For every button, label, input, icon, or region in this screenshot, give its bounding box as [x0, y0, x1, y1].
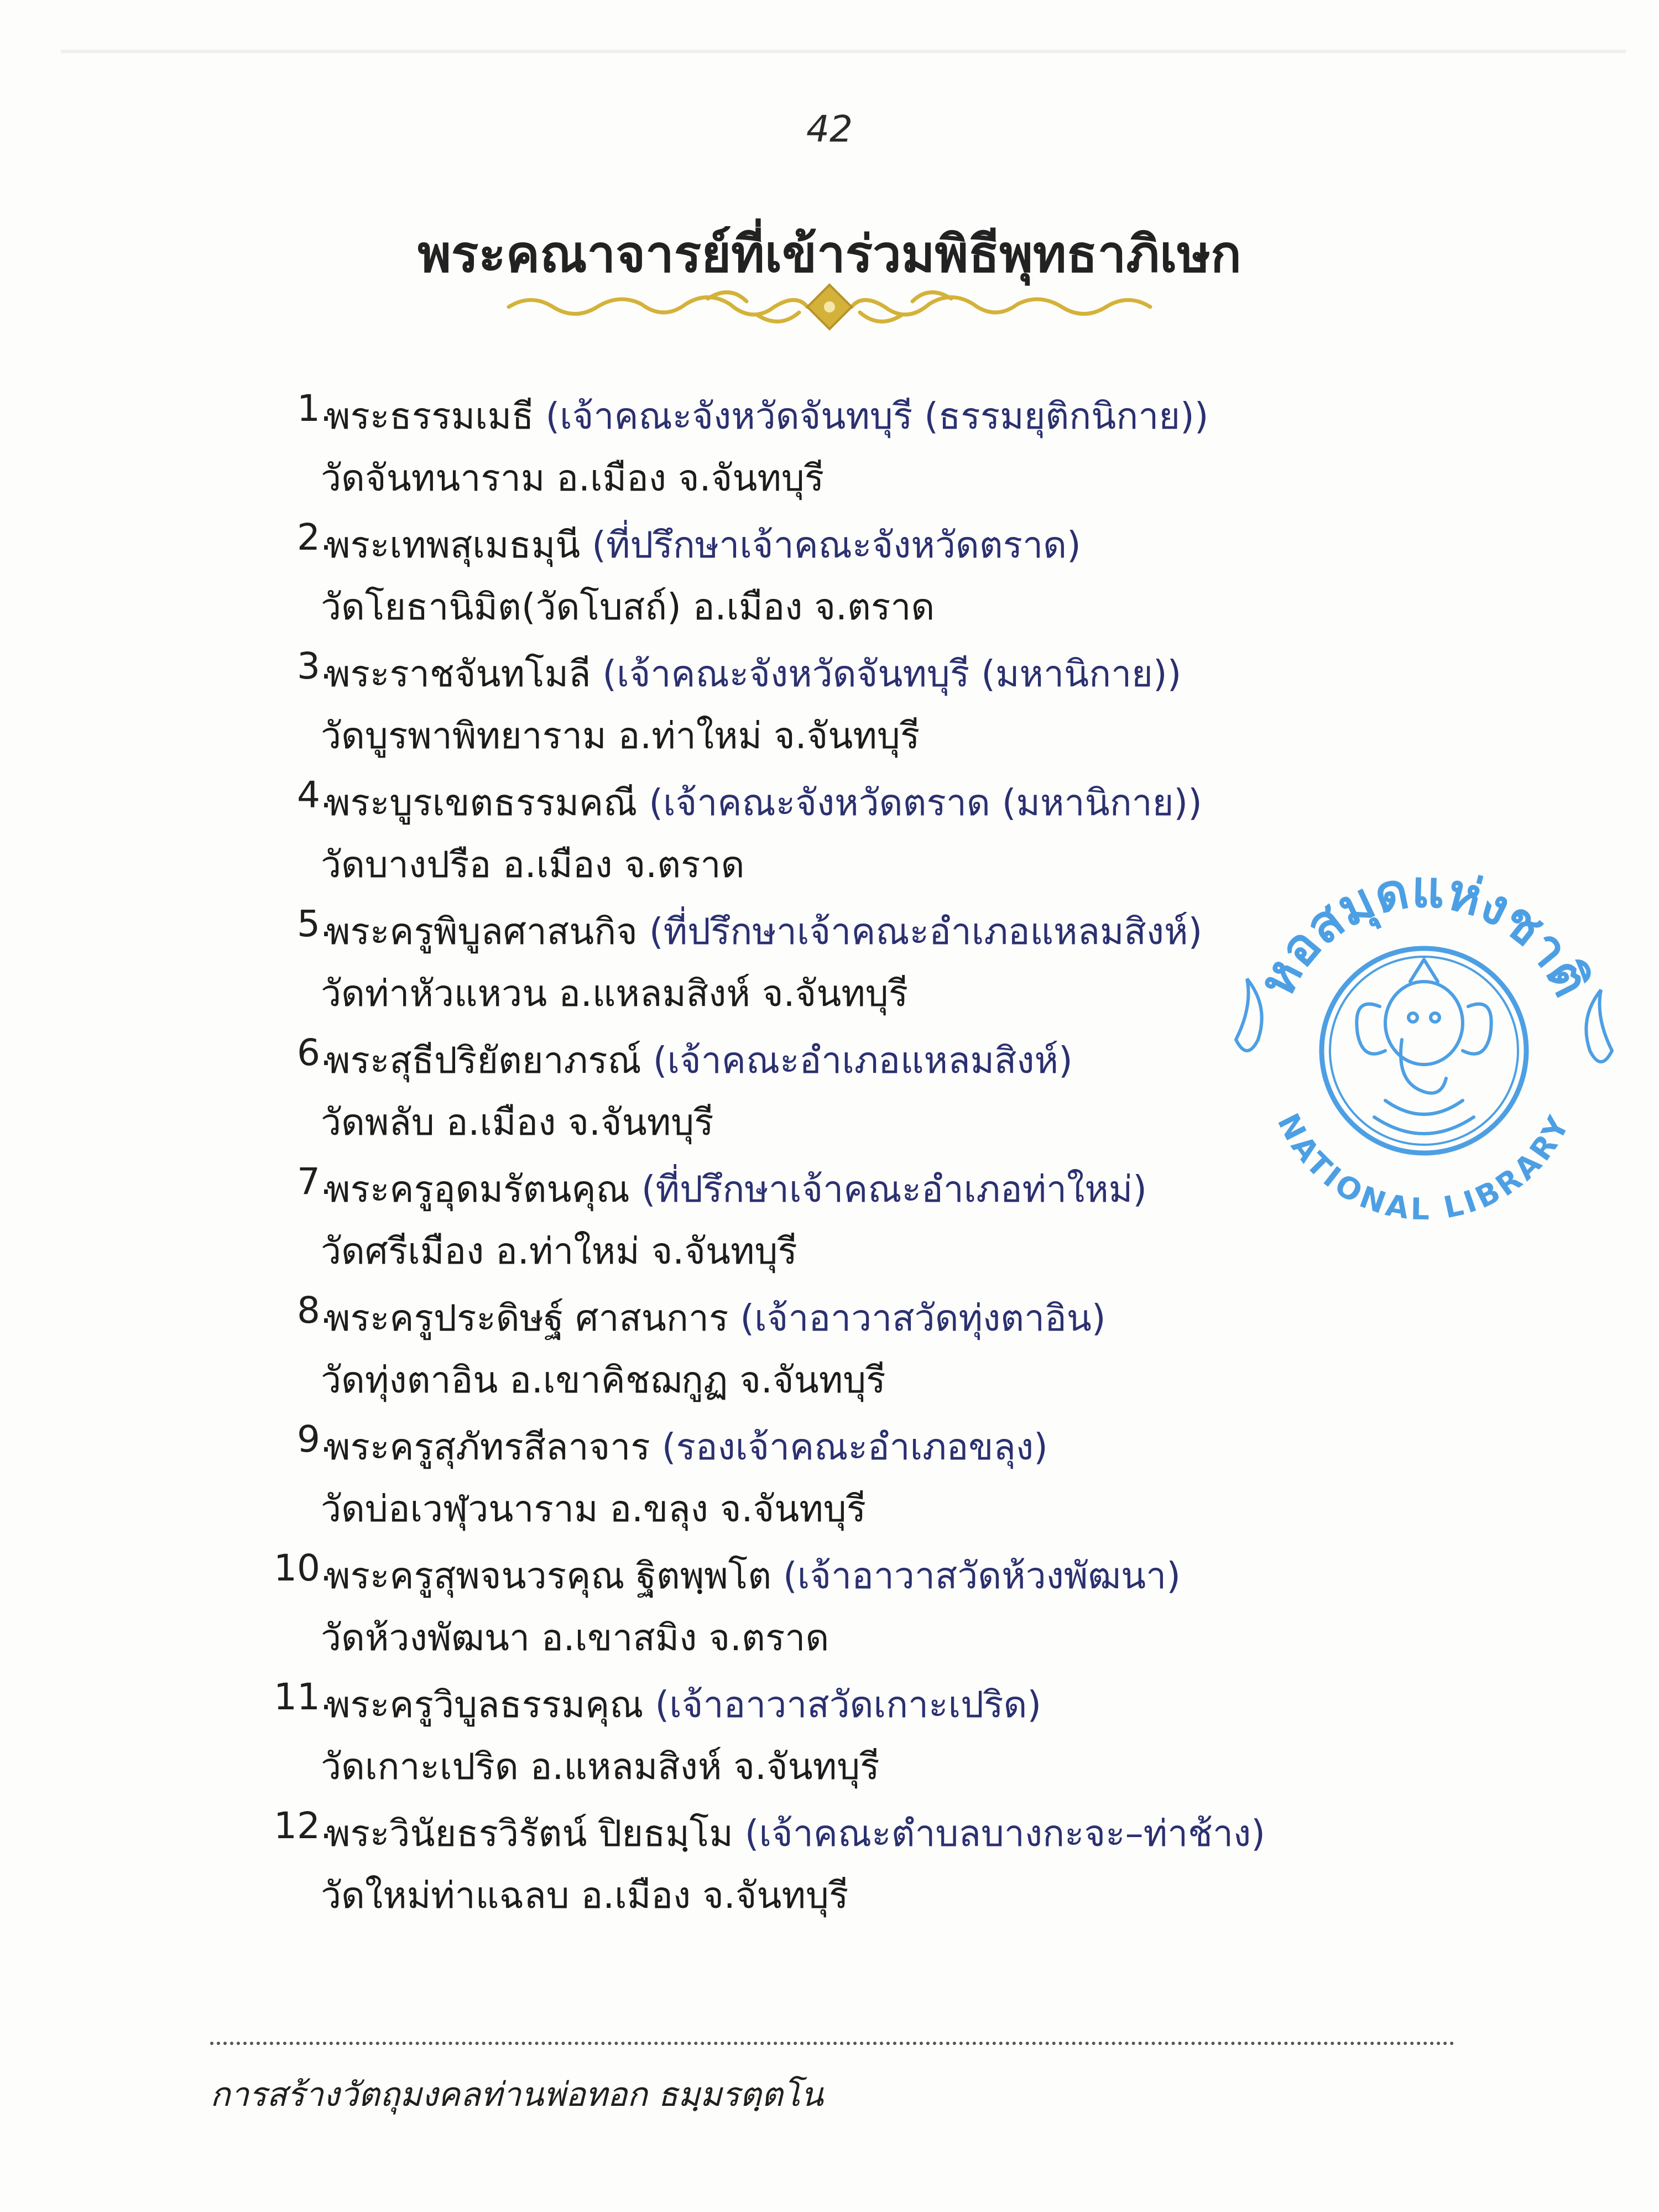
monk-role: (เจ้าคณะอำเภอแหลมสิงห์): [653, 1039, 1073, 1082]
temple-location: วัดทุ่งตาอิน อ.เขาคิชฌกูฏ จ.จันทบุรี: [321, 1359, 886, 1401]
monk-role: (เจ้าอาวาสวัดเกาะเปริด): [655, 1683, 1042, 1726]
monk-name: พระบูรเขตธรรมคณี: [326, 781, 638, 824]
monk-role: (ที่ปรึกษาเจ้าคณะอำเภอแหลมสิงห์): [649, 910, 1203, 953]
item-number: 5.: [297, 902, 332, 945]
stamp-thai-text: หอสมุดแห่งชาติ: [1246, 859, 1601, 1006]
monk-name: พระครูวิบูลธรรมคุณ: [326, 1683, 644, 1726]
list-item: [249, 645, 1521, 774]
national-library-stamp: [1214, 841, 1634, 1261]
monk-role: (เจ้าคณะตำบลบางกะจะ–ท่าช้าง): [744, 1812, 1265, 1855]
monk-name: พระครูประดิษฐ์ ศาสนการ: [326, 1297, 729, 1339]
item-number: 1.: [297, 387, 332, 430]
list-item: [249, 1289, 1521, 1418]
temple-location: วัดท่าหัวแหวน อ.แหลมสิงห์ จ.จันทบุรี: [321, 972, 909, 1015]
monk-name-line: [326, 387, 1209, 445]
ganesha-emblem-icon: [1357, 959, 1491, 1134]
list-item: [249, 516, 1521, 645]
monk-name-line: [326, 902, 1202, 961]
temple-location: วัดบางปรือ อ.เมือง จ.ตราด: [321, 843, 745, 886]
monk-name: พระครูสุพจนวรคุณ ฐิตพฺพโต: [326, 1554, 772, 1597]
monk-role: (เจ้าคณะจังหวัดจันทบุรี (ธรรมยุติกนิกาย)): [545, 395, 1209, 437]
monk-role: (เจ้าคณะจังหวัดตราด (มหานิกาย)): [649, 781, 1202, 824]
temple-location: วัดบ่อเวฬุวนาราม อ.ขลุง จ.จันทบุรี: [321, 1488, 867, 1530]
monk-name-line: [326, 1676, 1041, 1734]
monk-name-line: [326, 1289, 1106, 1347]
temple-location: วัดพลับ อ.เมือง จ.จันทบุรี: [321, 1101, 714, 1144]
item-number: 12.: [274, 1804, 332, 1847]
page-number: 42: [806, 108, 853, 150]
item-number: 2.: [297, 516, 332, 559]
monk-name: พระราชจันทโมลี: [326, 653, 591, 695]
list-item: [249, 1547, 1521, 1676]
monk-name-line: [326, 1160, 1147, 1218]
item-number: 10.: [274, 1547, 332, 1589]
monk-role: (เจ้าอาวาสวัดทุ่งตาอิน): [740, 1297, 1106, 1339]
running-footer: การสร้างวัตถุมงคลท่านพ่อทอก ธมฺมรตฺตโน: [210, 2075, 823, 2114]
temple-location: วัดเกาะเปริด อ.แหลมสิงห์ จ.จันทบุรี: [321, 1745, 880, 1788]
monk-name: พระวินัยธรวิรัตน์ ปิยธมฺโม: [326, 1812, 733, 1855]
monk-name-line: [326, 1418, 1048, 1476]
monk-role: (เจ้าคณะจังหวัดจันทบุรี (มหานิกาย)): [602, 653, 1182, 695]
item-number: 11.: [274, 1676, 332, 1718]
item-number: 7.: [297, 1160, 332, 1203]
monk-name-line: [326, 774, 1202, 832]
monk-name-line: [326, 645, 1181, 703]
monk-name-line: [326, 1547, 1181, 1605]
monk-role: (ที่ปรึกษาเจ้าคณะจังหวัดตราด): [592, 524, 1081, 566]
monk-name-line: [326, 516, 1081, 574]
monk-role: (ที่ปรึกษาเจ้าคณะอำเภอท่าใหม่): [641, 1168, 1147, 1211]
temple-location: วัดศรีเมือง อ.ท่าใหม่ จ.จันทบุรี: [321, 1230, 797, 1272]
monk-name-line: [326, 1804, 1265, 1863]
item-number: 9.: [297, 1418, 332, 1460]
list-item: [249, 1418, 1521, 1547]
monk-name-line: [326, 1031, 1073, 1089]
monk-name: พระเทพสุเมธมุนี: [326, 524, 581, 566]
monk-name: พระครูสุภัทรสีลาจาร: [326, 1426, 650, 1468]
item-number: 4.: [297, 774, 332, 816]
temple-location: วัดใหม่ท่าแฉลบ อ.เมือง จ.จันทบุรี: [321, 1874, 849, 1917]
monk-role: (รองเจ้าคณะอำเภอขลุง): [661, 1426, 1048, 1468]
monk-name: พระธรรมเมธี: [326, 395, 534, 437]
temple-location: วัดบูรพาพิทยาราม อ.ท่าใหม่ จ.จันทบุรี: [321, 714, 920, 757]
list-item: [249, 1804, 1521, 1933]
item-number: 6.: [297, 1031, 332, 1074]
gold-ornament-divider: [498, 276, 1161, 337]
temple-location: วัดโยธานิมิต(วัดโบสถ์) อ.เมือง จ.ตราด: [321, 586, 935, 628]
monk-name: พระครูอุดมรัตนคุณ: [326, 1168, 630, 1211]
list-item: [249, 1676, 1521, 1804]
item-number: 8.: [297, 1289, 332, 1332]
temple-location: วัดห้วงพัฒนา อ.เขาสมิง จ.ตราด: [321, 1616, 830, 1659]
stamp-english-text: NATIONAL LIBRARY: [1270, 1108, 1578, 1227]
monk-name: พระครูพิบูลศาสนกิจ: [326, 910, 638, 953]
page-title: พระคณาจารย์ที่เข้าร่วมพิธีพุทธาภิเษก: [418, 225, 1241, 284]
temple-location: วัดจันทนาราม อ.เมือง จ.จันทบุรี: [321, 457, 825, 499]
monk-name: พระสุธีปริยัตยาภรณ์: [326, 1039, 641, 1082]
list-item: [249, 387, 1521, 516]
footer-divider: [210, 2042, 1454, 2045]
monk-role: (เจ้าอาวาสวัดห้วงพัฒนา): [783, 1554, 1181, 1597]
item-number: 3.: [297, 645, 332, 687]
